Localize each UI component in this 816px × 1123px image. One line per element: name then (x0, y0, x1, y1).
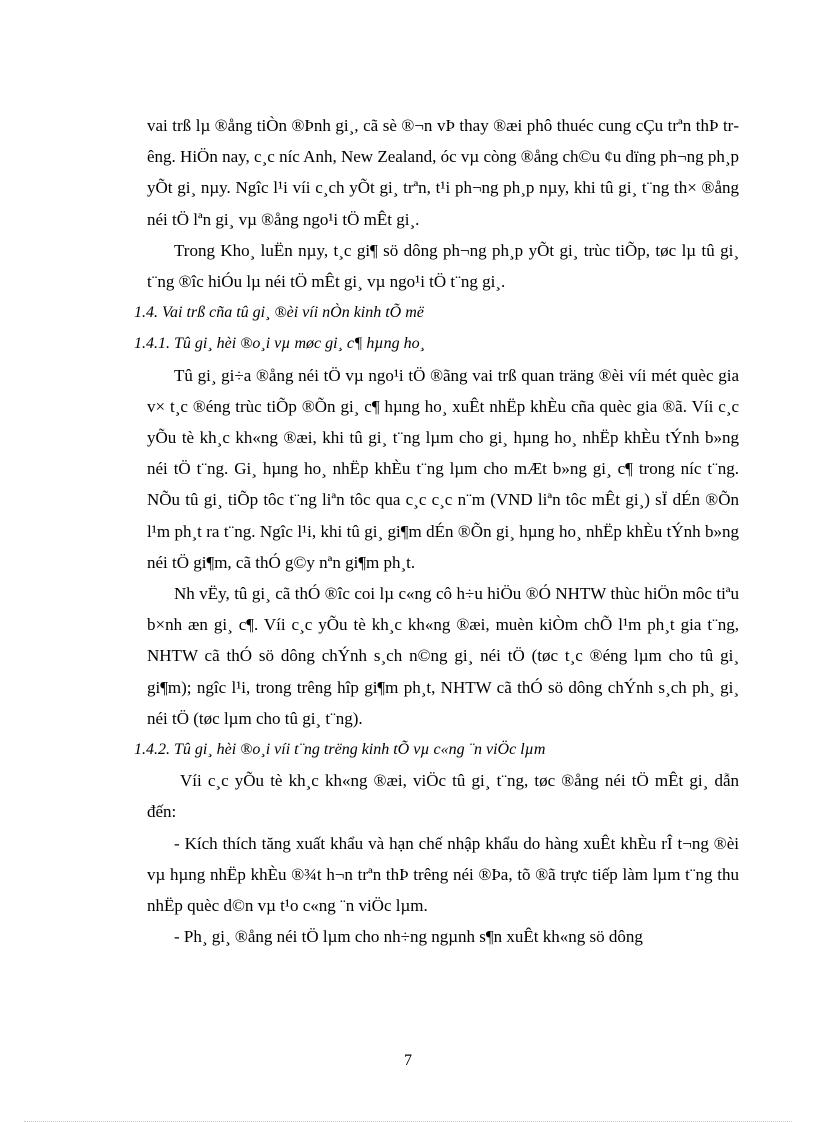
footer-rule (24, 1121, 792, 1122)
page-number: 7 (404, 1052, 412, 1069)
paragraph: - Ph¸ gi¸ ®ång néi tÖ lµm cho nh÷ng ngµnh s¶n xuÊt kh«ng sö dông (174, 927, 643, 947)
paragraph: vai trß lµ ®ång tiÒn ®Þnh gi¸, cã sè ®¬n vÞ thay ®æi phô thuéc cung cÇu trªn thÞ trêng. HiÖn nay, c¸c níc Anh, New Zealand, óc vµ còng ®ång ch©u ¢u dïng ph¬ng ph¸p yÕt gi¸ nµy. Ngîc l¹i víi c¸ch yÕt gi¸ trªn, t¹i ph¬ng ph¸p nµy, khi tû gi¸ t¨ng th× ®ång néi tÖ lªn gi¸ vµ ®ång ngo¹i tÖ mÊt gi¸. (147, 116, 739, 229)
body-text (134, 110, 739, 952)
paragraph: Tû gi¸ gi÷a ®ång néi tÖ vµ ngo¹i tÖ ®ãng vai trß quan träng ®èi víi mét quèc gia v× t¸c ®éng trùc tiÕp ®Õn gi¸ c¶ hµng ho¸ xuÊt nhËp khÈu cña quèc gia ®ã. Víi c¸c yÕu tè kh¸c kh«ng ®æi, khi tû gi¸ t¨ng lµm cho gi¸ hµng ho¸ nhËp khÈu tÝnh b»ng néi tÖ t¨ng. Gi¸ hµng ho¸ nhËp khÈu t¨ng lµm cho mÆt b»ng gi¸ c¶ trong níc t¨ng. NÕu tû gi¸ tiÕp tôc t¨ng liªn tôc qua c¸c c¸c n¨m (VND liªn tôc mÊt gi¸) sÏ dÉn ®Õn l¹m ph¸t ra t¨ng. Ngîc l¹i, khi tû gi¸ gi¶m dÉn ®Õn gi¸ hµng ho¸ nhËp khÈu tÝnh b»ng néi tÖ gi¶m, cã thÓ g©y nªn gi¶m ph¸t. (147, 365, 739, 572)
paragraph: Nh vËy, tû gi¸ cã thÓ ®îc coi lµ c«ng cô h÷u hiÖu ®Ó NHTW thùc hiÖn môc tiªu b×nh æn gi¸ c¶. Víi c¸c yÕu tè kh¸c kh«ng ®æi, muèn kiÒm chÕ l¹m ph¸t gia t¨ng, NHTW cã thÓ sö dông chÝnh s¸ch n©ng gi¸ néi tÖ (tøc t¸c ®éng lµm cho tû gi¸ gi¶m); ngîc l¹i, trong trêng hîp gi¶m ph¸t, NHTW cã thÓ sö dông chÝnh s¸ch ph¸ gi¸ néi tÖ (tøc lµm cho tû gi¸ t¨ng). (147, 584, 739, 728)
section-heading: 1.4.1. Tû gi¸ hèi ®o¸i vµ møc gi¸ c¶ hµng ho¸ (134, 335, 425, 353)
section-heading: 1.4.2. Tû gi¸ hèi ®o¸i víi t¨ng trëng kinh tÕ vµ c«ng ¨n viÖc lµm (134, 741, 546, 759)
section-heading: 1.4. Vai trß cña tû gi¸ ®èi víi nÒn kinh tÕ më (134, 304, 424, 322)
paragraph: Trong Kho¸ luËn nµy, t¸c gi¶ sö dông ph¬ng ph¸p yÕt gi¸ trùc tiÕp, tøc lµ tû gi¸ t¨ng ®îc hiÓu lµ néi tÖ mÊt gi¸ vµ ngo¹i tÖ t¨ng gi¸. (147, 240, 739, 292)
paragraph: - Kích thích tăng xuất khẩu và hạn chế nhập khẩu do hàng xuÊt khÈu rÎ t¬ng ®èi vµ hµng nhËp khÈu ®¾t h¬n trªn thÞ trêng néi ®Þa, tõ ®ã trực tiếp làm lµm t¨ng thu nhËp quèc d©n vµ t¹o c«ng ¨n viÖc lµm. (147, 833, 739, 916)
paragraph: Víi c¸c yÕu tè kh¸c kh«ng ®æi, viÖc tû gi¸ t¨ng, tøc ®ång néi tÖ mÊt gi¸ dẫn đến: (147, 771, 739, 822)
